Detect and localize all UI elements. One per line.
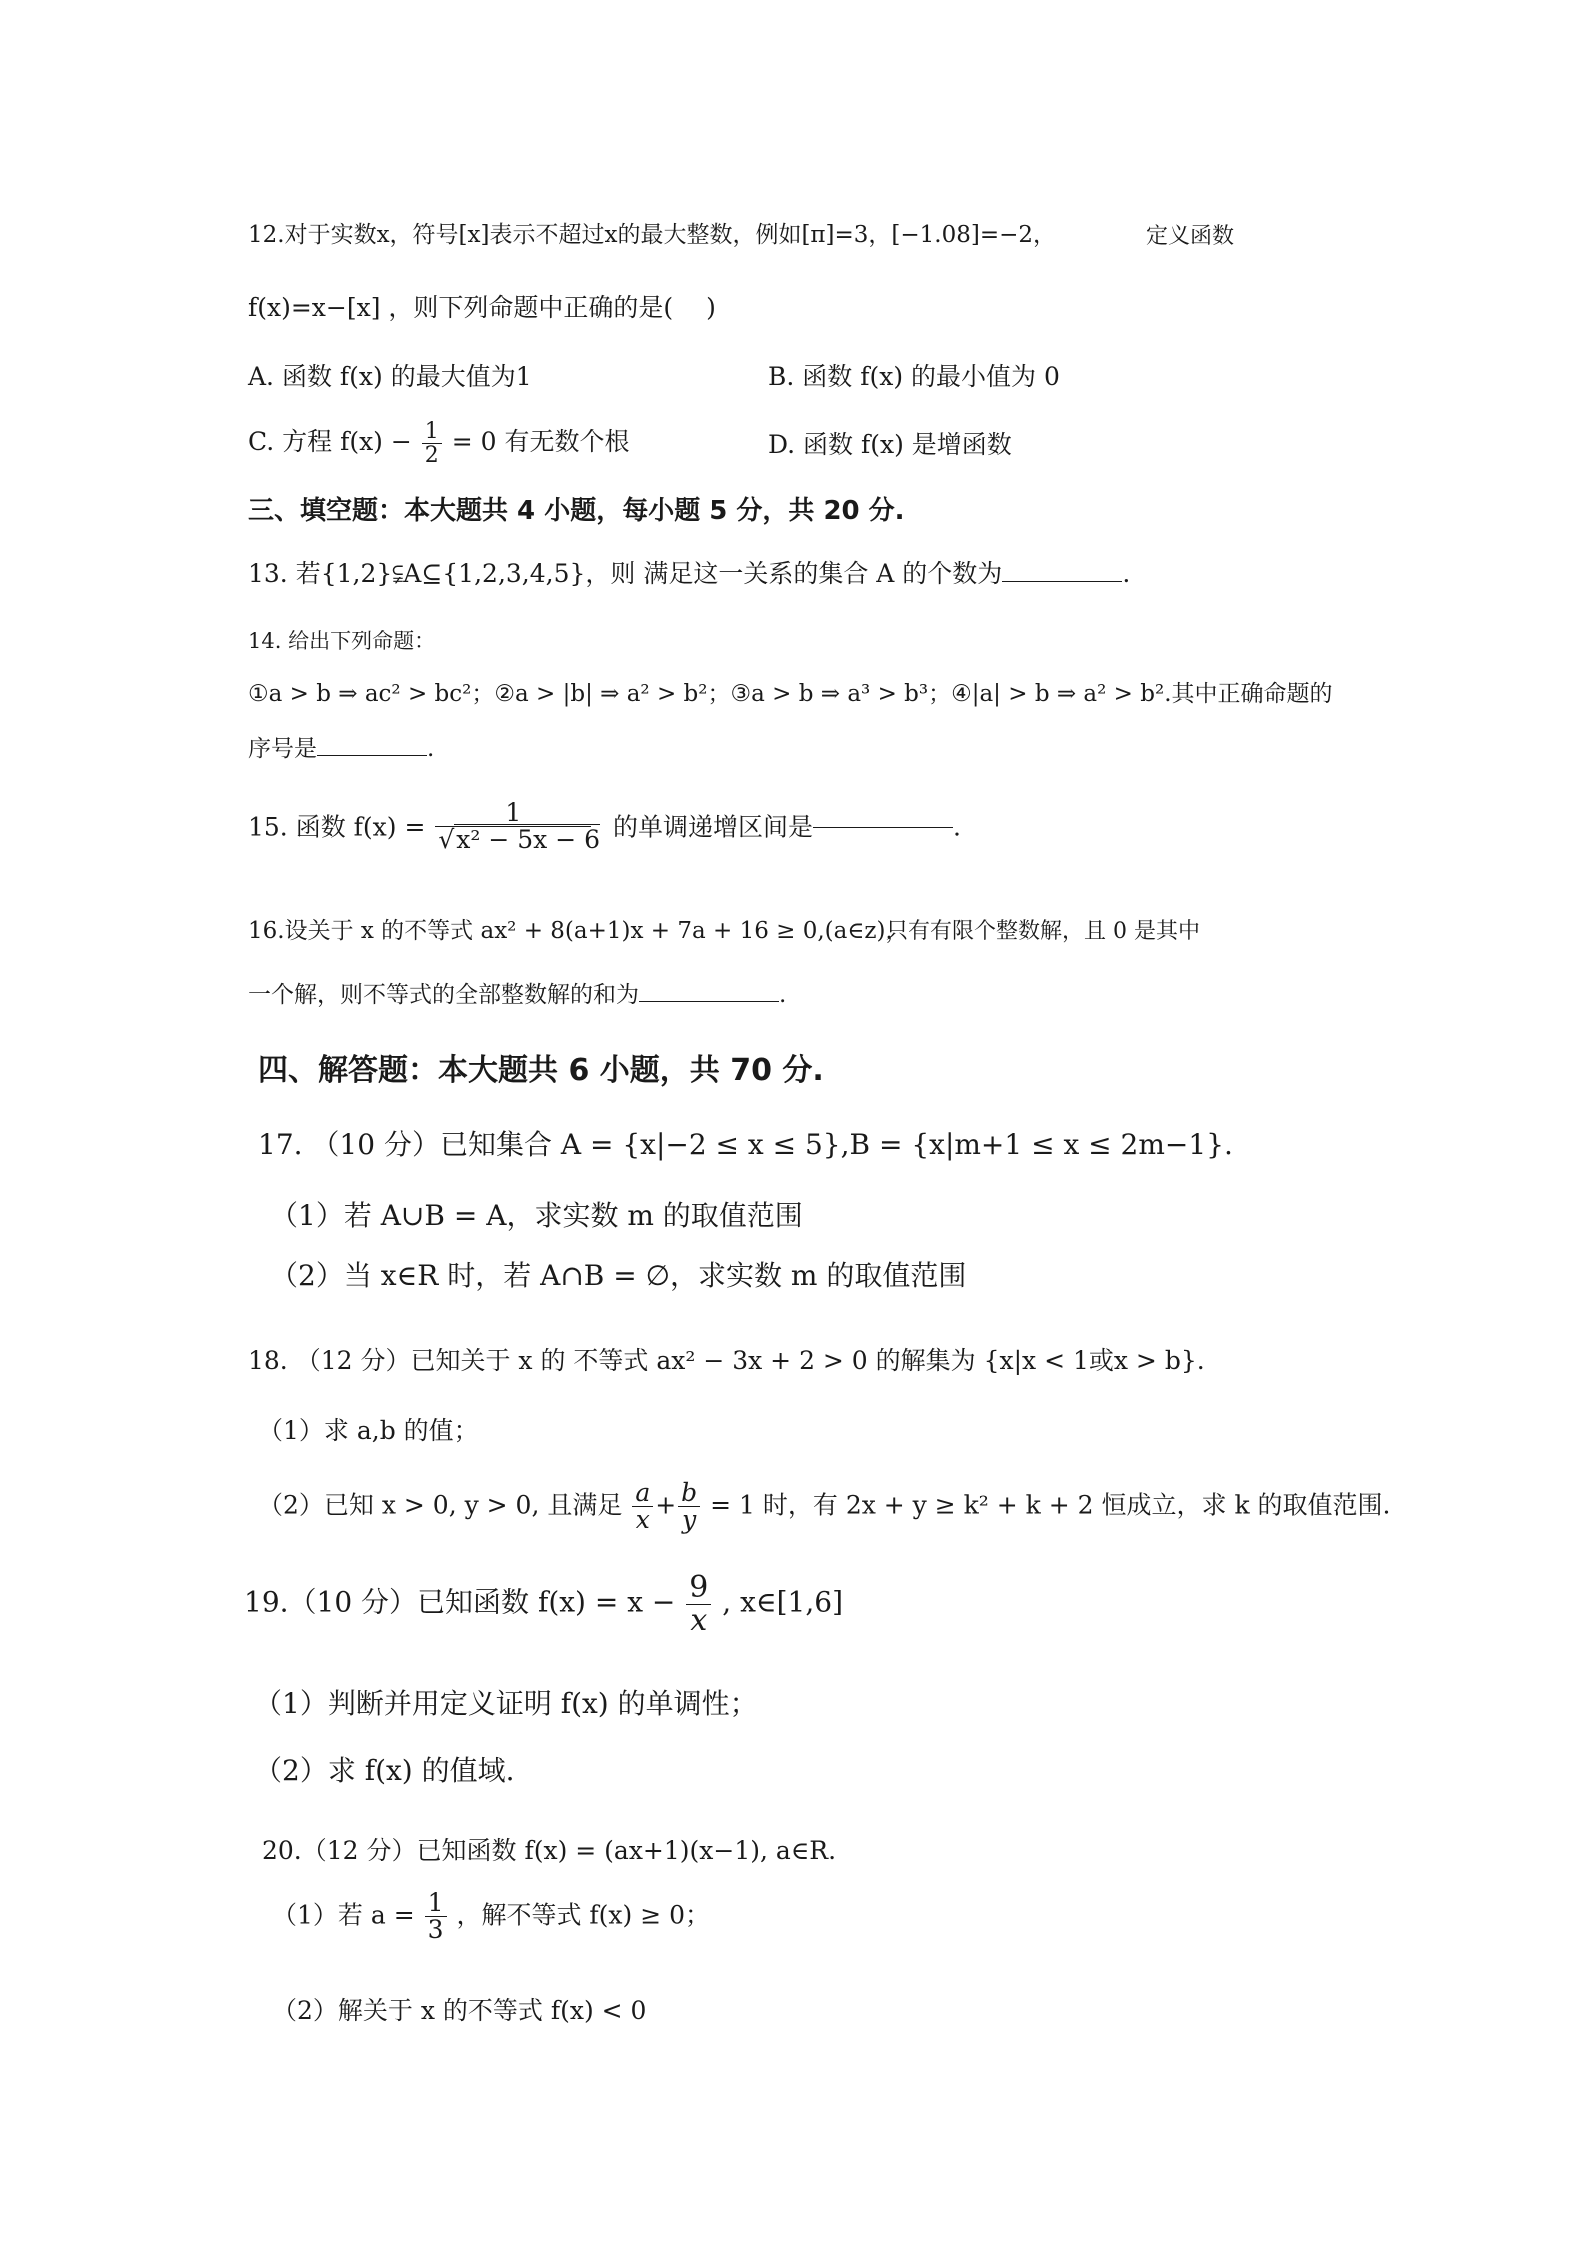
- q17-line1: 17. （10 分）已知集合 A = {x|−2 ≤ x ≤ 5},B = {x|m+1 ≤ x ≤ 2m−1}.: [258, 1128, 1233, 1161]
- q20-part1: [272, 1890, 710, 1944]
- q19-part2: （2）求 f(x) 的值域.: [254, 1754, 515, 1787]
- q19-numerator: 9: [686, 1572, 711, 1605]
- q16-line2-text: 一个解，则不等式的全部整数解的和为: [248, 982, 639, 1008]
- q18-fraction-b-denominator: y: [682, 1505, 697, 1535]
- q13-end: .: [1122, 559, 1131, 588]
- q12-line1: [248, 224, 1056, 247]
- q12-option-a: A. 函数 f(x) 的最大值为1: [248, 362, 532, 391]
- q18-line1: 18. （12 分）已知关于 x 的 不等式 ax² − 3x + 2 > 0 的解集为 {x|x < 1或x > b}.: [248, 1346, 1205, 1375]
- q18-plus: +: [655, 1490, 677, 1520]
- section-4-heading: 四、解答题：本大题共 6 小题，共 70 分.: [258, 1053, 824, 1088]
- q19-pre: 19.（10 分）已知函数 f(x) = x −: [244, 1585, 676, 1619]
- q16-end: .: [779, 982, 787, 1008]
- q20-line1: 20.（12 分）已知函数 f(x) = (ax+1)(x−1), a∈R.: [262, 1836, 837, 1865]
- q19-fraction: [686, 1572, 711, 1636]
- q14-end: .: [427, 736, 435, 762]
- q18-fraction-a-denominator: x: [635, 1505, 650, 1535]
- q20-part2: （2）解关于 x 的不等式 f(x) < 0: [272, 1996, 647, 2025]
- q17-part2: （2）当 x∈R 时，若 A∩B = ∅，求实数 m 的取值范围: [270, 1259, 967, 1292]
- q18-part1: （1）求 a,b 的值；: [258, 1416, 479, 1445]
- q14-line3: [248, 738, 434, 761]
- q12-option-c-denominator: 2: [424, 443, 439, 469]
- q15-numerator: 1: [435, 800, 591, 827]
- q19-part1: （1）判断并用定义证明 f(x) 的单调性；: [254, 1687, 758, 1720]
- q14-line2: ①a > b ⇒ ac² > bc²；②a > |b| ⇒ a² > b²；③a > b ⇒ a³ > b³；④|a| > b ⇒ a² > b².其中正确命题的: [248, 681, 1333, 707]
- section-3-heading: 三、填空题：本大题共 4 小题，每小题 5 分，共 20 分.: [248, 496, 905, 526]
- q20-numerator: 1: [425, 1890, 447, 1917]
- q14-line1: 14. 给出下列命题：: [248, 629, 436, 653]
- q14-line3-text: 序号是: [248, 736, 317, 762]
- q15-end: .: [952, 812, 961, 842]
- q12-option-c-fraction: [422, 420, 442, 467]
- q18-fraction-a-x: [632, 1480, 653, 1534]
- q16-answer-blank[interactable]: [639, 999, 779, 1002]
- q13-text: 13. 若{1,2}⫋A⊆{1,2,3,4,5}，则 满足这一关系的集合 A 的个数为: [248, 559, 1003, 588]
- q12-option-d: D. 函数 f(x) 是增函数: [768, 430, 1012, 459]
- q20-part1-pre: （1）若 a =: [272, 1900, 415, 1930]
- q15-post: 的单调递增区间是: [612, 812, 813, 842]
- q15-denominator: √x² − 5x − 6: [438, 825, 601, 855]
- q12-line1-text: 12.对于实数x，符号[x]表示不超过x的最大整数，例如[π]=3，[−1.08]=−2，: [248, 222, 1057, 248]
- q12-option-c-pre: C. 方程 f(x) −: [248, 427, 412, 457]
- q16-line1: 16.设关于 x 的不等式 ax² + 8(a+1)x + 7a + 16 ≥ 0,(a∈z)，: [248, 918, 909, 944]
- q13: [248, 561, 1130, 586]
- q18-fraction-a-numerator: a: [632, 1480, 653, 1507]
- q12-option-c: [248, 420, 630, 467]
- q15-radicand: x² − 5x − 6: [456, 825, 601, 855]
- q19-post: , x∈[1,6]: [722, 1585, 843, 1619]
- q12-option-c-numerator: 1: [422, 420, 442, 444]
- q18-fraction-b-numerator: b: [678, 1480, 700, 1507]
- q18-part2: [258, 1480, 1391, 1534]
- q15-fraction: [435, 800, 603, 854]
- q15-answer-blank[interactable]: [813, 825, 953, 828]
- q18-part2-post: = 1 时，有 2x + y ≥ k² + k + 2 恒成立，求 k 的取值范围.: [710, 1490, 1391, 1520]
- q12-line2: f(x)=x−[x] ，则下列命题中正确的是( ): [248, 293, 716, 322]
- q20-part1-post: ，解不等式 f(x) ≥ 0；: [456, 1900, 711, 1930]
- q16-line1-tail: 只有有限个整数解，且 0 是其中: [886, 919, 1200, 944]
- q17-part1: （1）若 A∪B = A，求实数 m 的取值范围: [270, 1199, 803, 1232]
- q19-line1: [244, 1572, 843, 1636]
- q12-option-b: B. 函数 f(x) 的最小值为 0: [768, 362, 1060, 391]
- q12-line1-tail: 定义函数: [1146, 224, 1235, 249]
- q19-denominator: x: [690, 1602, 708, 1638]
- q12-option-c-post: = 0 有无数个根: [451, 427, 630, 457]
- q15: [248, 800, 961, 854]
- q14-answer-blank[interactable]: [317, 753, 427, 756]
- q20-fraction: [425, 1890, 447, 1944]
- q16-line2: [248, 984, 786, 1007]
- q13-answer-blank[interactable]: [1002, 579, 1122, 582]
- q15-pre: 15. 函数 f(x) =: [248, 812, 426, 842]
- q18-part2-pre: （2）已知 x > 0, y > 0, 且满足: [258, 1490, 623, 1520]
- q20-denominator: 3: [427, 1915, 444, 1945]
- q18-fraction-b-y: [678, 1480, 700, 1534]
